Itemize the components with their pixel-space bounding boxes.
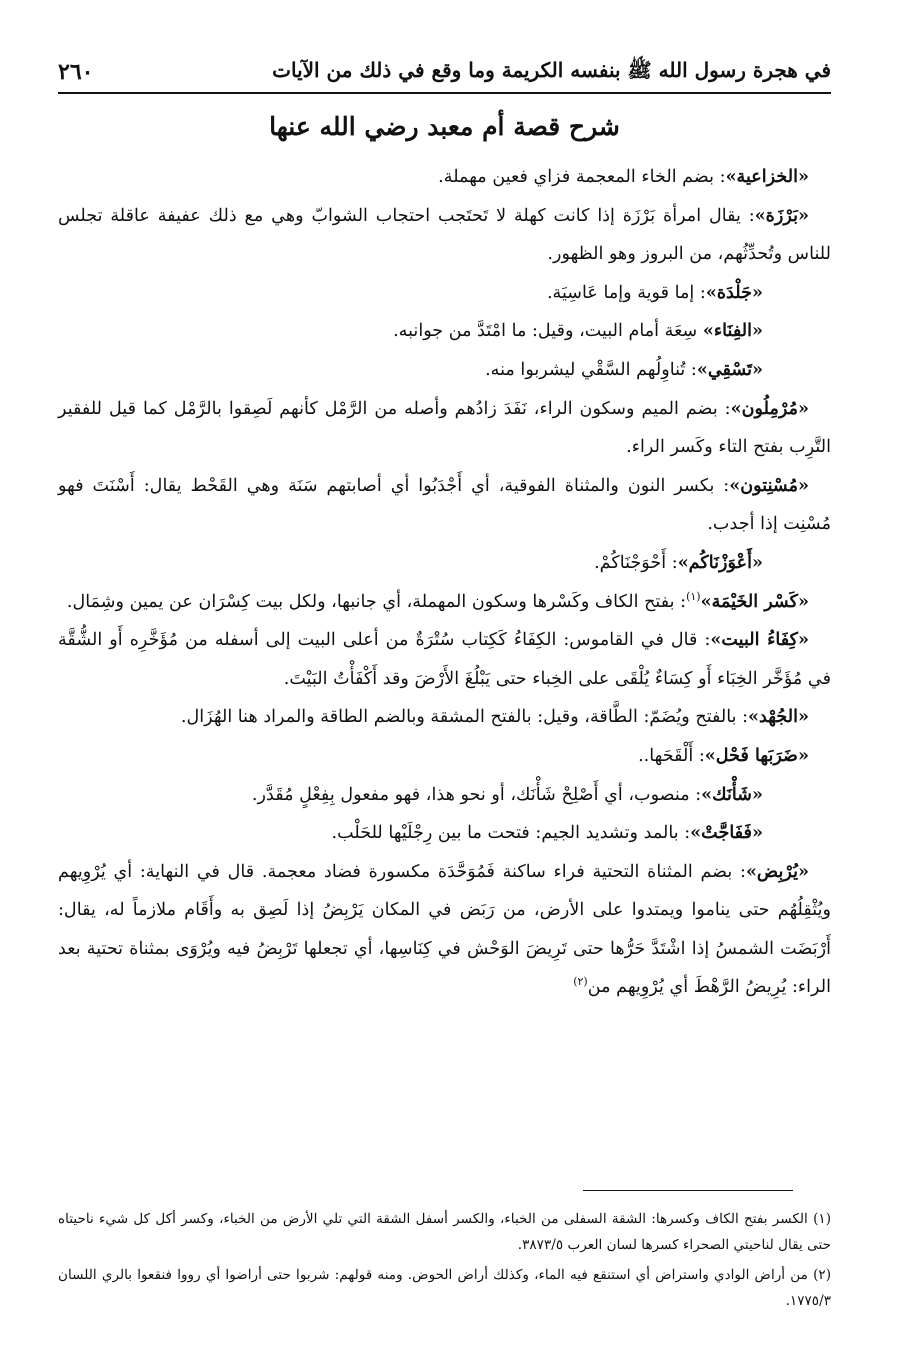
entry-term: «فَفَاجَّتْ» [690,822,763,844]
footnotes [58,1206,831,1318]
entry-term: «الخزاعية» [725,166,809,187]
footnote-2 [58,1262,831,1314]
entry-text: : إما قوية وإما عَاسِيَة. [546,282,706,303]
page-number: ٢٦٠ [58,59,94,85]
entry-kifa-albayt [58,621,831,698]
entry-text: : أَلْقَحَها.. [638,745,705,766]
entry-text: سِعَة أمام البيت، وقيل: ما امْتَدَّ من جوانبه. [393,321,703,342]
entry-kasr-alkhayma [58,583,831,622]
entry-aljuhd [58,698,831,737]
footnote-text: الكسر بفتح الكاف وكسرها: الشقة السفلى من الخباء، والكسر أسفل الشقة التي تلي الأرض من الخباء، وكسر أكل كل شيء ناحيتاه حتى يقال لناحيتي الصحراء كسرها لسان العرب ٣٨٧٣/٥. [58,1211,831,1253]
entry-fafajjat [58,814,831,853]
entry-text: : تُناوِلُهم السَّقْي ليشربوا منه. [485,359,697,380]
footnote-text: من أراض الوادي واستراض أي استنقع فيه الماء، وكذلك أراض الحوض. ومنه قولهم: شربوا حتى أراضوا أي رووا فنقعوا بالري اللسان ١٧٧٥/٣. [58,1267,831,1309]
footnote-ref[interactable]: (٢) [573,975,588,989]
footnote-1 [58,1206,831,1258]
page-header [58,52,831,94]
footnote-divider [583,1190,793,1191]
entry-term: «مُرْمِلُون» [730,397,809,419]
entry-text: : بالمد وتشديد الجيم: فتحت ما بين رِجْلَيْها للحَلْب. [331,823,691,844]
running-title: في هجرة رسول الله ﷺ بنفسه الكريمة وما وقع في ذلك من الآيات [272,57,831,82]
footnote-number: (٢) [813,1267,831,1283]
entry-term: «مُسْنِتون» [729,474,809,496]
entry-awaznakum [58,544,831,583]
entry-text: : بالفتح ويُضَمّ: الطَّاقة، وقيل: بالفتح المشقة وبالضم الطاقة والمراد هنا الهُزَال. [180,707,749,728]
entry-barza [58,197,831,274]
section-title: شرح قصة أم معبد رضي الله عنها [269,112,620,141]
entry-term: «كِفَاءُ البيت» [710,629,810,651]
entry-musnitun [58,467,831,544]
entry-term: «ضَرَبَها فَحْل» [704,744,809,766]
entry-text: : بضم الميم وسكون الراء، نَفَدَ زادُهم وأصله من الرَّمْل كأنهم لَصِقوا بالرَّمْل كما قيل للفقير التَّرِب بفتح التاء وكَسر الراء. [58,398,831,458]
entry-yurbid [58,853,831,1007]
entry-term: «كَسْر الخَيْمَة» [700,590,809,612]
entry-shanak [58,776,831,815]
entry-tasqi [58,351,831,390]
entry-text: : يقال امرأة بَرْزَة إذا كانت كهلة لا تَحتَجب احتجاب الشوابّ وهي مع ذلك عفيفة عاقلة تجلس للناس وتُحدِّثُهم، من البروز وهو الظهور. [58,205,831,265]
entry-term: «بَرْزَة» [754,204,809,226]
footnote-number: (١) [813,1211,832,1227]
entry-khuzaiya [58,158,831,197]
entry-term: «الجُهْد» [748,706,809,728]
entry-murmilun [58,390,831,467]
entry-term: «الفِنَاء» [702,320,763,342]
entry-term: «أَعْوَزْنَاكُم» [677,551,763,573]
entry-text: : بضم المثناة التحتية فراء ساكنة فَمُوَحَّدَة مكسورة فضاد معجمة. قال في النهاية: أي يُرْوِيهم ويُثْقِلُهُم حتى يناموا ويمتدوا على الأرض، من رَبَض في المكان يَرْبِضُ إذا لَصِق به وأَقَام ملازماً له، يقال: أَرْبَضَت الشمسُ إذا اشْتَدَّ حَرُّها حتى تَرِيضَ الوَحْش في كِنَاسِها، أي تجعلها تَرْبِضُ فيه ويُرْوَى بمثناة تحتية بعد الراء: يُرِيضُ الرَّهْطَ أي يُرْوِيهم من [58,861,831,998]
footnote-ref[interactable]: (١) [686,589,701,603]
entry-darabaha-fahl [58,737,831,776]
entry-text: : منصوب، أي أَصْلِحْ شَأْنَك، أو نحو هذا، فهو مفعول بِفِعْلٍ مُقَدَّر. [251,784,702,805]
entry-text: : بضم الخاء المعجمة فزاي فعين مهملة. [438,167,726,187]
entry-term: «جَلْدَة» [705,281,763,303]
entry-text: : قال في القاموس: الكِفَاءُ كَكِتاب سُتْرَةٌ من أعلى البيت إلى أسفله من مُؤَخَّرِه أَو الشُّقَّة في مُؤَخَّر الخِبَاء أَو كِسَاءٌ يُلْقَى على الخِباء حتى يَبْلُغَ الأَرْضَ وقد أَكْفَأْتُ البَيْتَ. [58,630,831,689]
entry-text: : أَحْوَجْنَاكُمْ. [594,552,678,573]
main-text [58,158,831,1007]
entry-term: «تَسْقِي» [696,358,763,380]
entry-term: «شَأْنَك» [701,783,763,805]
entry-text: : بفتح الكاف وكَسْرها وسكون المهملة، أي جانبها، ولكل بيت كِسْرَان عن يمين وشِمَال. [66,591,687,612]
entry-jalda [58,274,831,313]
entry-text: : بكسر النون والمثناة الفوقية، أي أَجْدَبُوا أي أصابتهم سَنَة وهي القَحْط يقال: أَسْنَتَ فهو مُسْنِت إذا أجدب. [58,475,831,535]
entry-term: «يُرْبِض» [745,860,809,882]
entry-fina [58,312,831,351]
